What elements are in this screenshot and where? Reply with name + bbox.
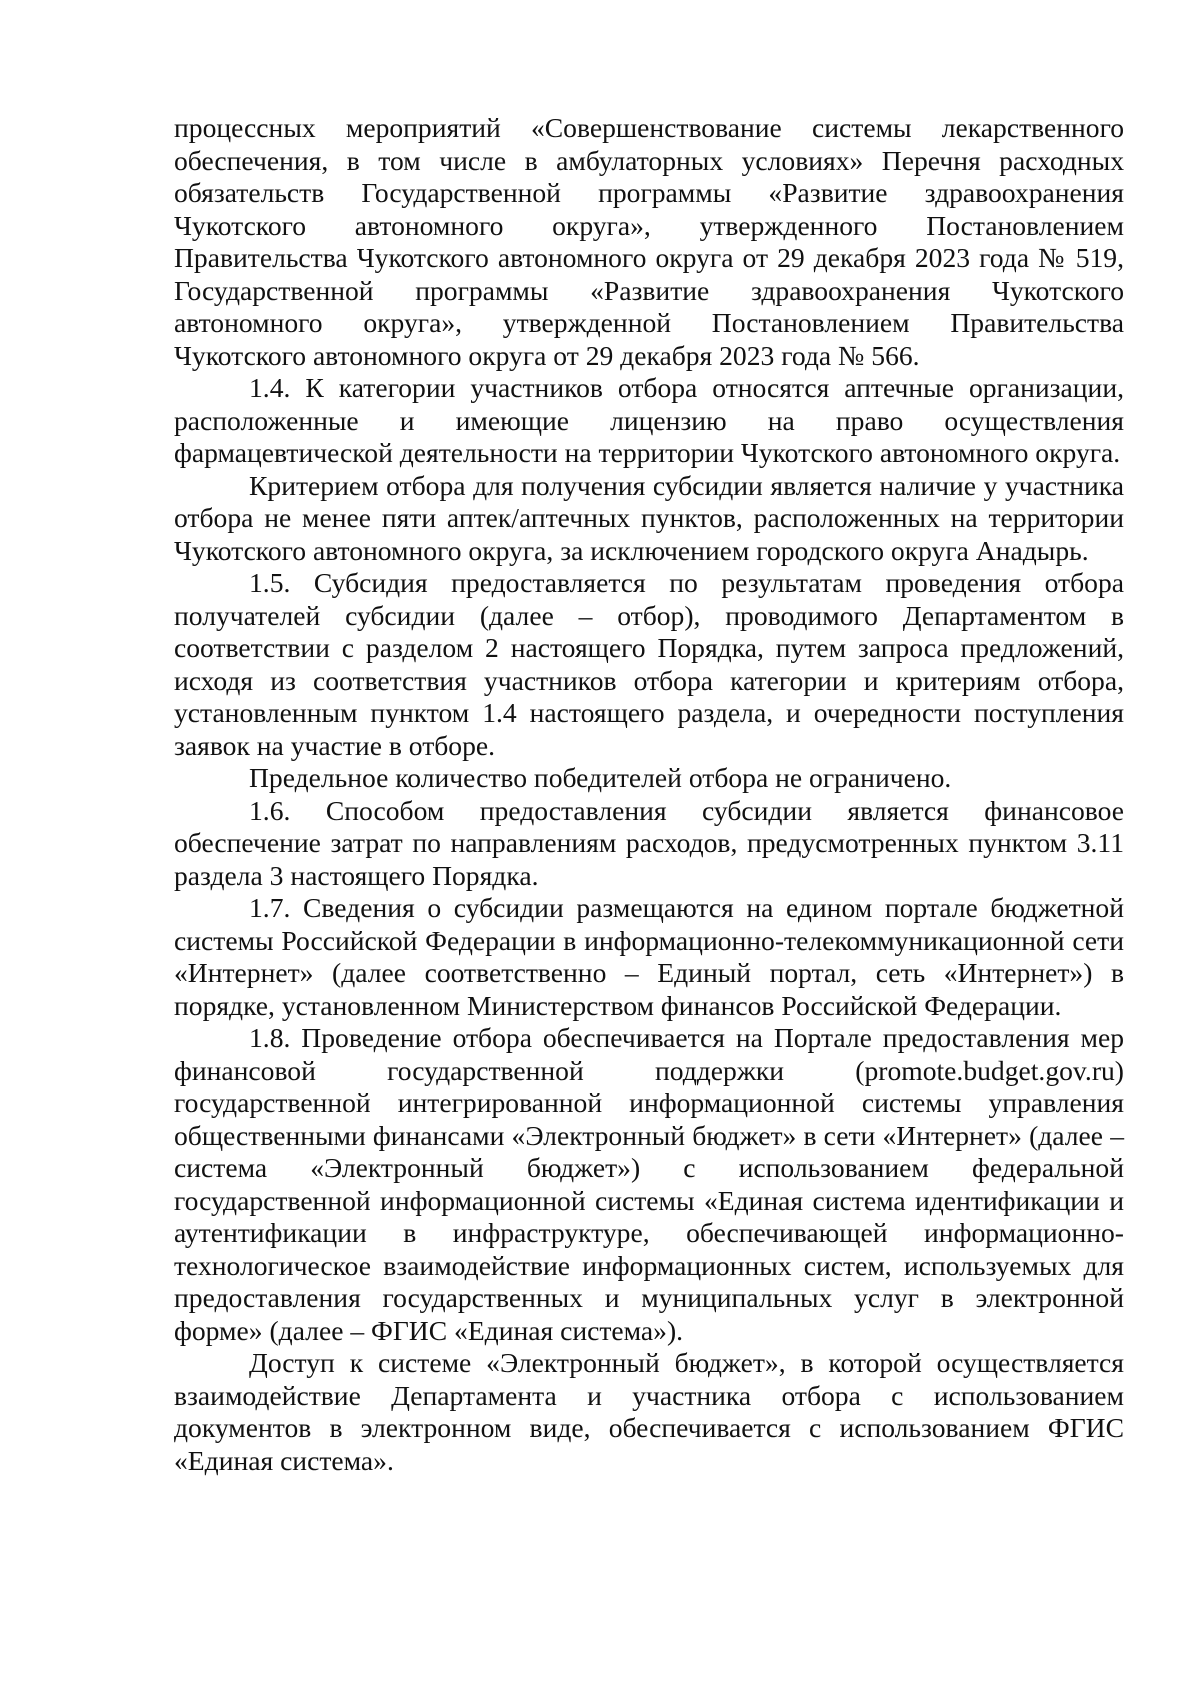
paragraph-1-7: 1.7. Сведения о субсидии размещаются на едином портале бюджетной системы Российской Федерации в информационно-телекоммуникационной сети «Интернет» (далее соответственно – Единый портал, сеть «Интернет») в порядке, установленном Министерством финансов Российской Федерации.	[174, 892, 1124, 1021]
paragraph-1-8: 1.8. Проведение отбора обеспечивается на Портале предоставления мер финансовой государственной поддержки (promote.budget.gov.ru) государственной интегрированной информационной системы управления общественными финансами «Электронный бюджет» в сети «Интернет» (далее – система «Электронный бюджет») с использованием федеральной государственной информационной системы «Единая система идентификации и аутентификации в инфраструктуре, обеспечивающей информационно-технологическое взаимодействие информационных систем, используемых для предоставления государственных и муниципальных услуг в электронной форме» (далее – ФГИС «Единая система»).	[174, 1022, 1124, 1346]
paragraph-1-5: 1.5. Субсидия предоставляется по результатам проведения отбора получателей субсидии (далее – отбор), проводимого Департаментом в соответствии с разделом 2 настоящего Порядка, путем запроса предложений, исходя из соответствия участников отбора категории и критериям отбора, установленным пунктом 1.4 настоящего раздела, и очередности поступления заявок на участие в отборе.	[174, 567, 1124, 761]
paragraph-1-4: 1.4. К категории участников отбора относятся аптечные организации, расположенные и имеющие лицензию на право осуществления фармацевтической деятельности на территории Чукотского автономного округа.	[174, 372, 1124, 468]
document-page	[174, 112, 1124, 1477]
paragraph-continuation: процессных мероприятий «Совершенствование системы лекарственного обеспечения, в том числе в амбулаторных условиях» Перечня расходных обязательств Государственной программы «Развитие здравоохранения Чукотского автономного округа», утвержденного Постановлением Правительства Чукотского автономного округа от 29 декабря 2023 года № 519, Государственной программы «Развитие здравоохранения Чукотского автономного округа», утвержденной Постановлением Правительства Чукотского автономного округа от 29 декабря 2023 года № 566.	[174, 112, 1124, 371]
paragraph-1-6: 1.6. Способом предоставления субсидии является финансовое обеспечение затрат по направлениям расходов, предусмотренных пунктом 3.11 раздела 3 настоящего Порядка.	[174, 794, 1124, 891]
paragraph-selection-criterion: Критерием отбора для получения субсидии является наличие у участника отбора не менее пяти аптек/аптечных пунктов, расположенных на территории Чукотского автономного округа, за исключением городского округа Анадырь.	[174, 469, 1124, 566]
paragraph-winners-limit: Предельное количество победителей отбора не ограничено.	[249, 762, 952, 793]
paragraph-access-system: Доступ к системе «Электронный бюджет», в которой осуществляется взаимодействие Департамента и участника отбора с использованием документов в электронном виде, обеспечивается с использованием ФГИС «Единая система».	[174, 1347, 1124, 1476]
